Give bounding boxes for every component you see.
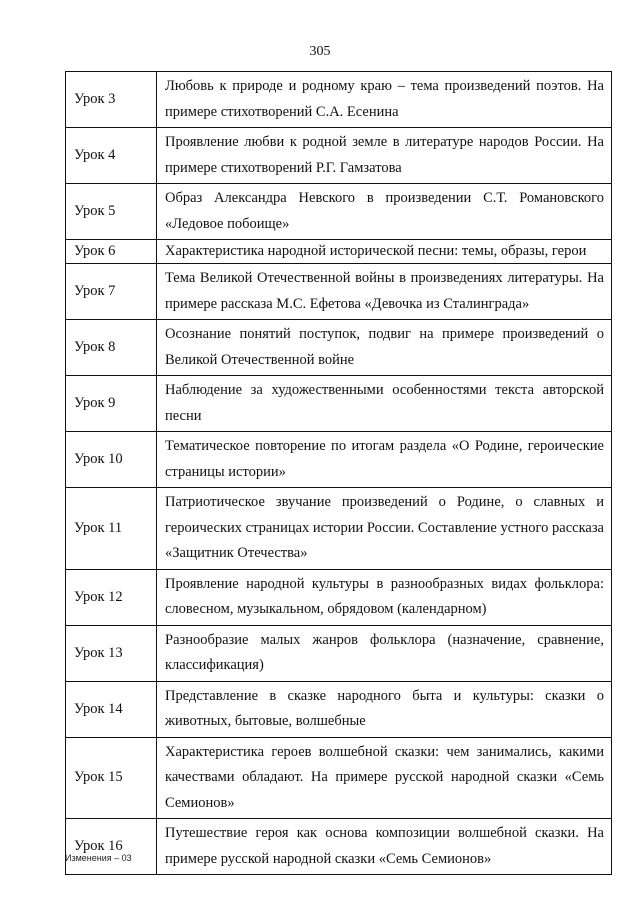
lessons-table — [65, 71, 612, 875]
lesson-number: Урок 11 — [66, 488, 157, 570]
table-row — [66, 240, 612, 264]
lesson-topic: Характеристика народной исторической песни: темы, образы, герои — [157, 240, 612, 264]
lesson-number: Урок 7 — [66, 264, 157, 320]
lesson-number: Урок 16 — [66, 819, 157, 875]
table-row — [66, 432, 612, 488]
lesson-number: Урок 5 — [66, 184, 157, 240]
table-row — [66, 184, 612, 240]
table-row — [66, 569, 612, 625]
table-row — [66, 488, 612, 570]
lesson-number: Урок 10 — [66, 432, 157, 488]
lesson-topic: Разнообразие малых жанров фольклора (назначение, сравнение, классификация) — [157, 625, 612, 681]
footer-revision: Изменения – 03 — [65, 853, 132, 863]
lesson-topic: Тема Великой Отечественной войны в произведениях литературы. На примере рассказа М.С. Ефетова «Девочка из Сталинграда» — [157, 264, 612, 320]
lesson-number: Урок 14 — [66, 681, 157, 737]
lesson-topic: Характеристика героев волшебной сказки: чем занимались, какими качествами обладают. На примере русской народной сказки «Семь Семионов» — [157, 737, 612, 819]
lesson-topic: Патриотическое звучание произведений о Родине, о славных и героических страницах истории России. Составление устного рассказа «Защитник Отечества» — [157, 488, 612, 570]
lesson-topic: Проявление любви к родной земле в литературе народов России. На примере стихотворений Р.Г. Гамзатова — [157, 128, 612, 184]
table-row — [66, 625, 612, 681]
lesson-number: Урок 8 — [66, 320, 157, 376]
table-row — [66, 264, 612, 320]
lesson-topic: Тематическое повторение по итогам раздела «О Родине, героические страницы истории» — [157, 432, 612, 488]
lesson-topic: Путешествие героя как основа композиции волшебной сказки. На примере русской народной сказки «Семь Семионов» — [157, 819, 612, 875]
lesson-number: Урок 13 — [66, 625, 157, 681]
table-row — [66, 737, 612, 819]
lesson-topic: Любовь к природе и родному краю – тема произведений поэтов. На примере стихотворений С.А. Есенина — [157, 72, 612, 128]
lesson-number: Урок 3 — [66, 72, 157, 128]
table-row — [66, 681, 612, 737]
lesson-topic: Осознание понятий поступок, подвиг на примере произведений о Великой Отечественной войне — [157, 320, 612, 376]
table-row — [66, 320, 612, 376]
lesson-number: Урок 15 — [66, 737, 157, 819]
table-row — [66, 376, 612, 432]
lesson-number: Урок 6 — [66, 240, 157, 264]
table-row — [66, 128, 612, 184]
lesson-number: Урок 9 — [66, 376, 157, 432]
table-row — [66, 819, 612, 875]
lesson-topic: Образ Александра Невского в произведении С.Т. Романовского «Ледовое побоище» — [157, 184, 612, 240]
lesson-topic: Проявление народной культуры в разнообразных видах фольклора: словесном, музыкальном, обрядовом (календарном) — [157, 569, 612, 625]
page-number: 305 — [309, 44, 331, 59]
lesson-number: Урок 4 — [66, 128, 157, 184]
lesson-topic: Наблюдение за художественными особенностями текста авторской песни — [157, 376, 612, 432]
lesson-topic: Представление в сказке народного быта и культуры: сказки о животных, бытовые, волшебные — [157, 681, 612, 737]
lesson-number: Урок 12 — [66, 569, 157, 625]
table-row — [66, 72, 612, 128]
